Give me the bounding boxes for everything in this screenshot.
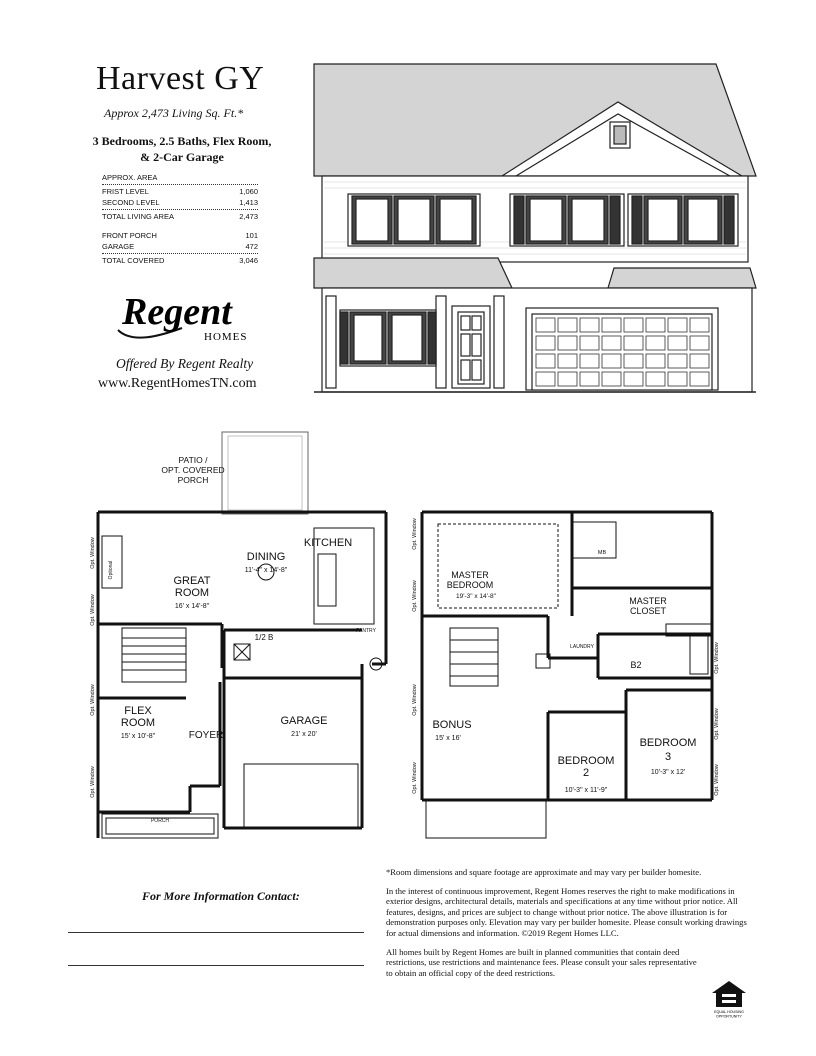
area-row-label: GARAGE (102, 242, 135, 251)
patio-label-1: PATIO / (178, 455, 208, 465)
garage-door-panel (646, 372, 665, 386)
garage-door-panel (624, 336, 643, 350)
area-row-label: SECOND LEVEL (102, 198, 160, 207)
offered-by: Offered By Regent Realty (116, 356, 254, 371)
contact-line (68, 965, 364, 966)
garage-door-panel (580, 354, 599, 368)
logo-wordmark: Regent (122, 291, 232, 333)
pantry-label: PANTRY (356, 628, 376, 634)
area-row-value: 1,413 (239, 198, 258, 207)
master-bedroom-dim: 19'-3" x 14'-8" (456, 593, 496, 600)
garage-door-panel (624, 318, 643, 332)
foyer-label: FOYER (188, 730, 224, 741)
equal-housing-line1: EQUAL HOUSING (714, 1010, 744, 1014)
great-room-label-2: ROOM (174, 587, 210, 599)
area-table (102, 172, 258, 266)
dining-dim: 11'-4" x 14'-8" (244, 567, 288, 574)
great-room-label: GREAT (173, 575, 211, 587)
bonus-dim: 15' x 16' (435, 735, 461, 742)
garage-label: GARAGE (280, 715, 328, 727)
garage-door-panel (646, 336, 665, 350)
area-table-heading (102, 172, 258, 183)
contact-heading: For More Information Contact: (142, 889, 300, 903)
area-row (102, 197, 258, 208)
garage-door-panel (602, 318, 621, 332)
website-link[interactable]: www.RegentHomesTN.com (98, 376, 257, 391)
area-row (102, 241, 258, 252)
disclaimer-1: *Room dimensions and square footage are approximate and may vary per builder homesite. (386, 867, 702, 877)
garage-door-panel (668, 372, 687, 386)
area-row-value: 2,473 (239, 212, 258, 221)
garage-door-panel (536, 354, 555, 368)
porch-label: PORCH (150, 818, 170, 824)
laundry-label: LAUNDRY (570, 644, 594, 650)
equal-housing-line2: OPPORTUNITY (716, 1014, 742, 1019)
garage-door-panel (536, 336, 555, 350)
opt-window-label: Opt. Window (714, 642, 720, 674)
living-area-subtitle: Approx 2,473 Living Sq. Ft.* (104, 106, 244, 120)
opt-window-label: Opt. Window (412, 684, 418, 716)
garage-door-panel (580, 372, 599, 386)
garage-door-panel (646, 318, 665, 332)
regent-homes-logo (112, 286, 252, 346)
garage-door-panel (668, 318, 687, 332)
area-row-value: 472 (245, 242, 258, 251)
patio-label-3: PORCH (177, 475, 209, 485)
area-row-label: TOTAL LIVING AREA (102, 212, 174, 221)
bedroom-2-label: BEDROOM (557, 755, 615, 767)
garage-door-panel (668, 336, 687, 350)
bedroom-2-dim: 10'-3" x 11'-9" (564, 787, 608, 794)
great-room-dim: 16' x 14'-8" (174, 603, 210, 610)
opt-window-label: Opt. Window (412, 762, 418, 794)
master-bedroom-label-2: BEDROOM (446, 580, 494, 590)
opt-window-label: Opt. Window (90, 594, 96, 626)
opt-window-label: Opt. Window (412, 518, 418, 550)
disclaimer-2: In the interest of continuous improvement, Regent Homes reserves the right to make modifications in exterior designs, architectural details, materials and specifications at any time without prior notice. All features, designs, and prices are subject to change without prior notice. The above illustration is for demonstration purposes only. Elevation may vary per builder homesite. Please consult working drawings for actual dimensions and information. ©2019 Regent Homes LLC. (386, 885, 747, 938)
area-row-label: FRIST LEVEL (102, 187, 149, 196)
opt-window-label: Opt. Window (714, 708, 720, 740)
bedroom-3-dim: 10'-3" x 12' (650, 769, 686, 776)
garage-dim: 21' x 20' (291, 731, 317, 738)
garage-door-panel (690, 354, 709, 368)
disclaimer-3: All homes built by Regent Homes are built in planned communities that contain deed restrictions, use restrictions and maintenance fees. Please consult your sales representative to obtain an official copy of the deed restrictions. (386, 946, 697, 978)
garage-door-panel (580, 336, 599, 350)
bedroom-2-number: 2 (582, 767, 590, 779)
area-row (102, 255, 258, 266)
opt-window-label: Opt. Window (412, 580, 418, 612)
garage-door-panel (690, 318, 709, 332)
master-closet-label-2: CLOSET (629, 606, 667, 616)
area-row (102, 186, 258, 197)
kitchen-label: KITCHEN (303, 537, 353, 549)
area-row-label: FRONT PORCH (102, 231, 157, 240)
garage-door-panel (690, 336, 709, 350)
area-row (102, 211, 258, 222)
opt-window-label: Opt. Window (714, 764, 720, 796)
garage-door-panel (668, 354, 687, 368)
area-row (102, 230, 258, 241)
master-bedroom-label: MASTER (451, 570, 489, 580)
bonus-label: BONUS (432, 719, 472, 731)
bedroom-3-label: BEDROOM (639, 737, 697, 749)
equal-housing-icon (706, 979, 752, 1019)
garage-door-panel (602, 336, 621, 350)
garage-door-panel (580, 318, 599, 332)
garage-door-panel (558, 354, 577, 368)
front-elevation-drawing (312, 62, 758, 396)
opt-window-label: Opt. Window (90, 766, 96, 798)
garage-door-panel (624, 372, 643, 386)
area-row-value: 1,060 (239, 187, 258, 196)
garage-door-panel (646, 354, 665, 368)
half-bath-label: 1/2 B (254, 633, 274, 642)
bath-2-label: B2 (630, 660, 642, 670)
fireplace-label: Optional (108, 560, 114, 580)
area-row-label: TOTAL COVERED (102, 256, 165, 265)
bedroom-3-number: 3 (664, 751, 672, 763)
garage-door-panel (624, 354, 643, 368)
dining-label: DINING (246, 551, 286, 563)
flex-room-dim: 15' x 10'-8" (120, 733, 156, 740)
garage-door-panel (602, 372, 621, 386)
features-summary (84, 133, 280, 165)
patio-label-2: OPT. COVERED (161, 465, 225, 475)
garage-door-panel (558, 372, 577, 386)
garage-door-panel (558, 318, 577, 332)
area-heading-label: APPROX. AREA (102, 173, 158, 182)
contact-line (68, 932, 364, 933)
disclaimer-notes (386, 867, 758, 986)
flex-room-label: FLEX (124, 705, 152, 717)
master-closet-label: MASTER (629, 596, 667, 606)
plan-title: Harvest GY (96, 60, 265, 97)
garage-door-panel (602, 354, 621, 368)
flex-room-label-2: ROOM (120, 717, 156, 729)
area-row-value: 101 (245, 231, 258, 240)
garage-door-panel (690, 372, 709, 386)
logo-subword: HOMES (204, 331, 248, 343)
area-row-value: 3,046 (239, 256, 258, 265)
master-bath-label: MB (597, 550, 607, 556)
opt-window-label: Opt. Window (90, 684, 96, 716)
garage-door-panel (558, 336, 577, 350)
features-line-1: 3 Bedrooms, 2.5 Baths, Flex Room, (92, 134, 272, 148)
floor-plans-drawing (86, 428, 726, 842)
garage-door-panel (536, 372, 555, 386)
opt-window-label: Opt. Window (90, 537, 96, 569)
features-line-2: & 2-Car Garage (140, 150, 224, 164)
garage-door-panel (536, 318, 555, 332)
